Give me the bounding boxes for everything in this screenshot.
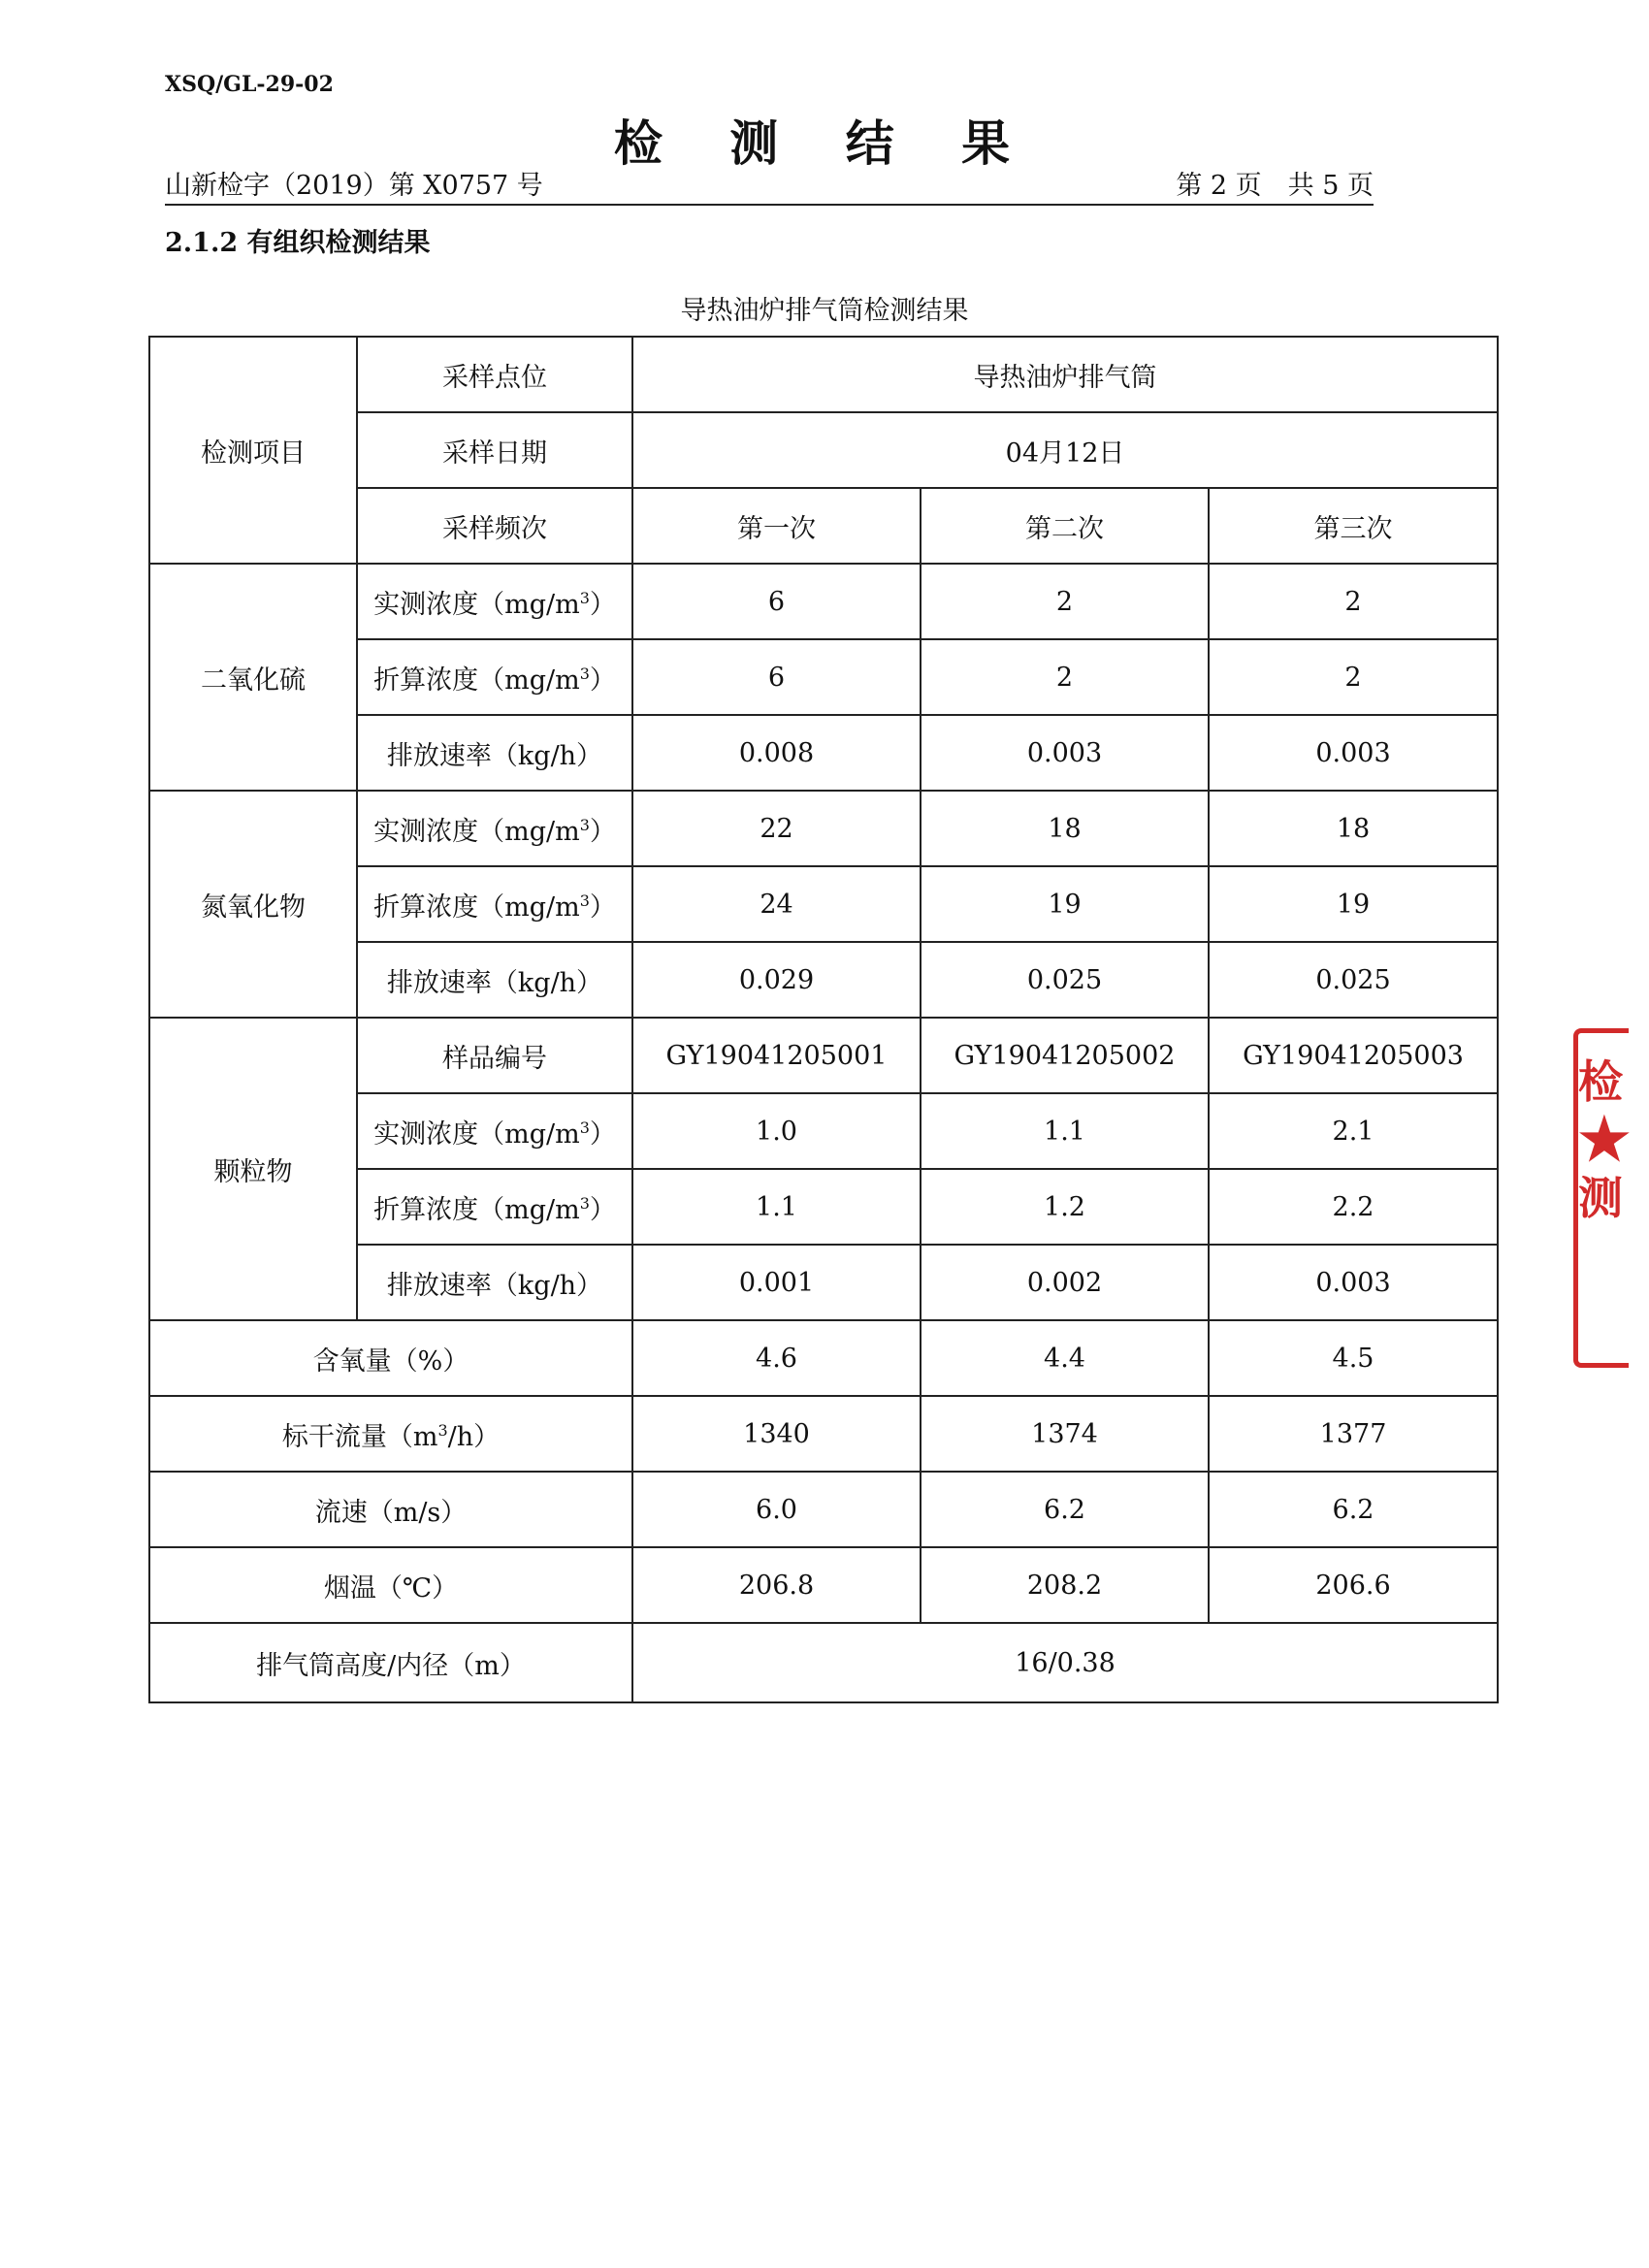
- table-cell: 1.2: [921, 1169, 1209, 1245]
- table-cell: 18: [1209, 791, 1498, 866]
- stack-height-diameter-value: 16/0.38: [632, 1623, 1498, 1702]
- table-cell: 0.001: [632, 1245, 921, 1320]
- table-cell: 0.002: [921, 1245, 1209, 1320]
- table-cell: 18: [921, 791, 1209, 866]
- table-row: [149, 337, 1498, 412]
- nox-emission-rate-label: 排放速率（kg/h）: [357, 942, 632, 1018]
- table-cell: 6.0: [632, 1472, 921, 1547]
- table-cell: 2: [921, 639, 1209, 715]
- seal-char-2: 测: [1578, 1172, 1623, 1224]
- table-cell: 1377: [1209, 1396, 1498, 1472]
- table-cell: 208.2: [921, 1547, 1209, 1623]
- nox-group-label: 氮氧化物: [149, 791, 357, 1018]
- table-caption: 导热油炉排气筒检测结果: [680, 296, 969, 326]
- sampling-point-value: 导热油炉排气筒: [632, 337, 1498, 412]
- document-title: 检 测 结 果: [613, 114, 1036, 172]
- detection-item-header: 检测项目: [149, 337, 357, 564]
- report-number: 山新检字（2019）第 X0757 号: [165, 171, 543, 201]
- pm-group-label: 颗粒物: [149, 1018, 357, 1320]
- table-cell: 6.2: [921, 1472, 1209, 1547]
- table-cell: 4.5: [1209, 1320, 1498, 1396]
- page-indicator: 第 2 页 共 5 页: [1176, 171, 1374, 201]
- run-2-header: 第二次: [921, 488, 1209, 564]
- results-table: [148, 336, 1499, 1703]
- table-cell: 6: [632, 564, 921, 639]
- table-cell: 0.003: [1209, 1245, 1498, 1320]
- table-cell: 6.2: [1209, 1472, 1498, 1547]
- sampling-frequency-label: 采样频次: [357, 488, 632, 564]
- table-cell: 2.1: [1209, 1093, 1498, 1169]
- table-cell: 19: [1209, 866, 1498, 942]
- table-cell: 1374: [921, 1396, 1209, 1472]
- table-cell: 0.003: [1209, 715, 1498, 791]
- table-cell: 1.0: [632, 1093, 921, 1169]
- sampling-date-label: 采样日期: [357, 412, 632, 488]
- nox-converted-label: 折算浓度$(mg/m^3)$: [357, 866, 632, 942]
- table-cell: 0.003: [921, 715, 1209, 791]
- stack-height-diameter-label: 排气筒高度/内径（m）: [149, 1623, 632, 1702]
- table-cell: 24: [632, 866, 921, 942]
- table-row: [149, 1018, 1498, 1093]
- table-cell: 0.029: [632, 942, 921, 1018]
- table-cell: GY19041205001: [632, 1018, 921, 1093]
- table-cell: 0.025: [1209, 942, 1498, 1018]
- table-cell: 2: [1209, 564, 1498, 639]
- pm-emission-rate-label: 排放速率（kg/h）: [357, 1245, 632, 1320]
- oxygen-content-label: 含氧量（%）: [149, 1320, 632, 1396]
- sampling-date-value: 04月12日: [632, 412, 1498, 488]
- table-cell: 0.025: [921, 942, 1209, 1018]
- standard-dry-flow-label: 标干流量$(m^3/h)$: [149, 1396, 632, 1472]
- table-cell: 4.4: [921, 1320, 1209, 1396]
- seal-star-icon: ★: [1578, 1106, 1631, 1174]
- table-cell: 206.8: [632, 1547, 921, 1623]
- so2-emission-rate-label: 排放速率（kg/h）: [357, 715, 632, 791]
- table-row: [149, 791, 1498, 866]
- table-cell: 22: [632, 791, 921, 866]
- table-cell: 6: [632, 639, 921, 715]
- pm-sample-id-label: 样品编号: [357, 1018, 632, 1093]
- table-cell: 206.6: [1209, 1547, 1498, 1623]
- table-row: [149, 1320, 1498, 1396]
- table-row: [149, 1396, 1498, 1472]
- table-cell: 1340: [632, 1396, 921, 1472]
- table-cell: 2.2: [1209, 1169, 1498, 1245]
- official-seal: [1573, 1028, 1629, 1368]
- report-header-line: [165, 171, 1374, 206]
- table-cell: GY19041205002: [921, 1018, 1209, 1093]
- flue-temperature-label: 烟温（℃）: [149, 1547, 632, 1623]
- table-row: [149, 1547, 1498, 1623]
- so2-converted-label: 折算浓度$(mg/m^3)$: [357, 639, 632, 715]
- flow-velocity-label: 流速（m/s）: [149, 1472, 632, 1547]
- document-code: XSQ/GL-29-02: [165, 72, 334, 97]
- so2-group-label: 二氧化硫: [149, 564, 357, 791]
- table-cell: 19: [921, 866, 1209, 942]
- table-row: [149, 564, 1498, 639]
- pm-converted-label: 折算浓度$(mg/m^3)$: [357, 1169, 632, 1245]
- table-cell: 0.008: [632, 715, 921, 791]
- run-1-header: 第一次: [632, 488, 921, 564]
- table-row: [149, 1623, 1498, 1702]
- table-cell: 2: [1209, 639, 1498, 715]
- so2-measured-label: 实测浓度$(mg/m^3)$: [357, 564, 632, 639]
- seal-char-1: 检: [1578, 1055, 1623, 1108]
- table-cell: 4.6: [632, 1320, 921, 1396]
- pm-measured-label: 实测浓度$(mg/m^3)$: [357, 1093, 632, 1169]
- sampling-point-label: 采样点位: [357, 337, 632, 412]
- table-cell: GY19041205003: [1209, 1018, 1498, 1093]
- section-heading: 2.1.2 有组织检测结果: [165, 228, 431, 258]
- table-cell: 1.1: [921, 1093, 1209, 1169]
- table-cell: 2: [921, 564, 1209, 639]
- run-3-header: 第三次: [1209, 488, 1498, 564]
- table-row: [149, 1472, 1498, 1547]
- table-cell: 1.1: [632, 1169, 921, 1245]
- nox-measured-label: 实测浓度$(mg/m^3)$: [357, 791, 632, 866]
